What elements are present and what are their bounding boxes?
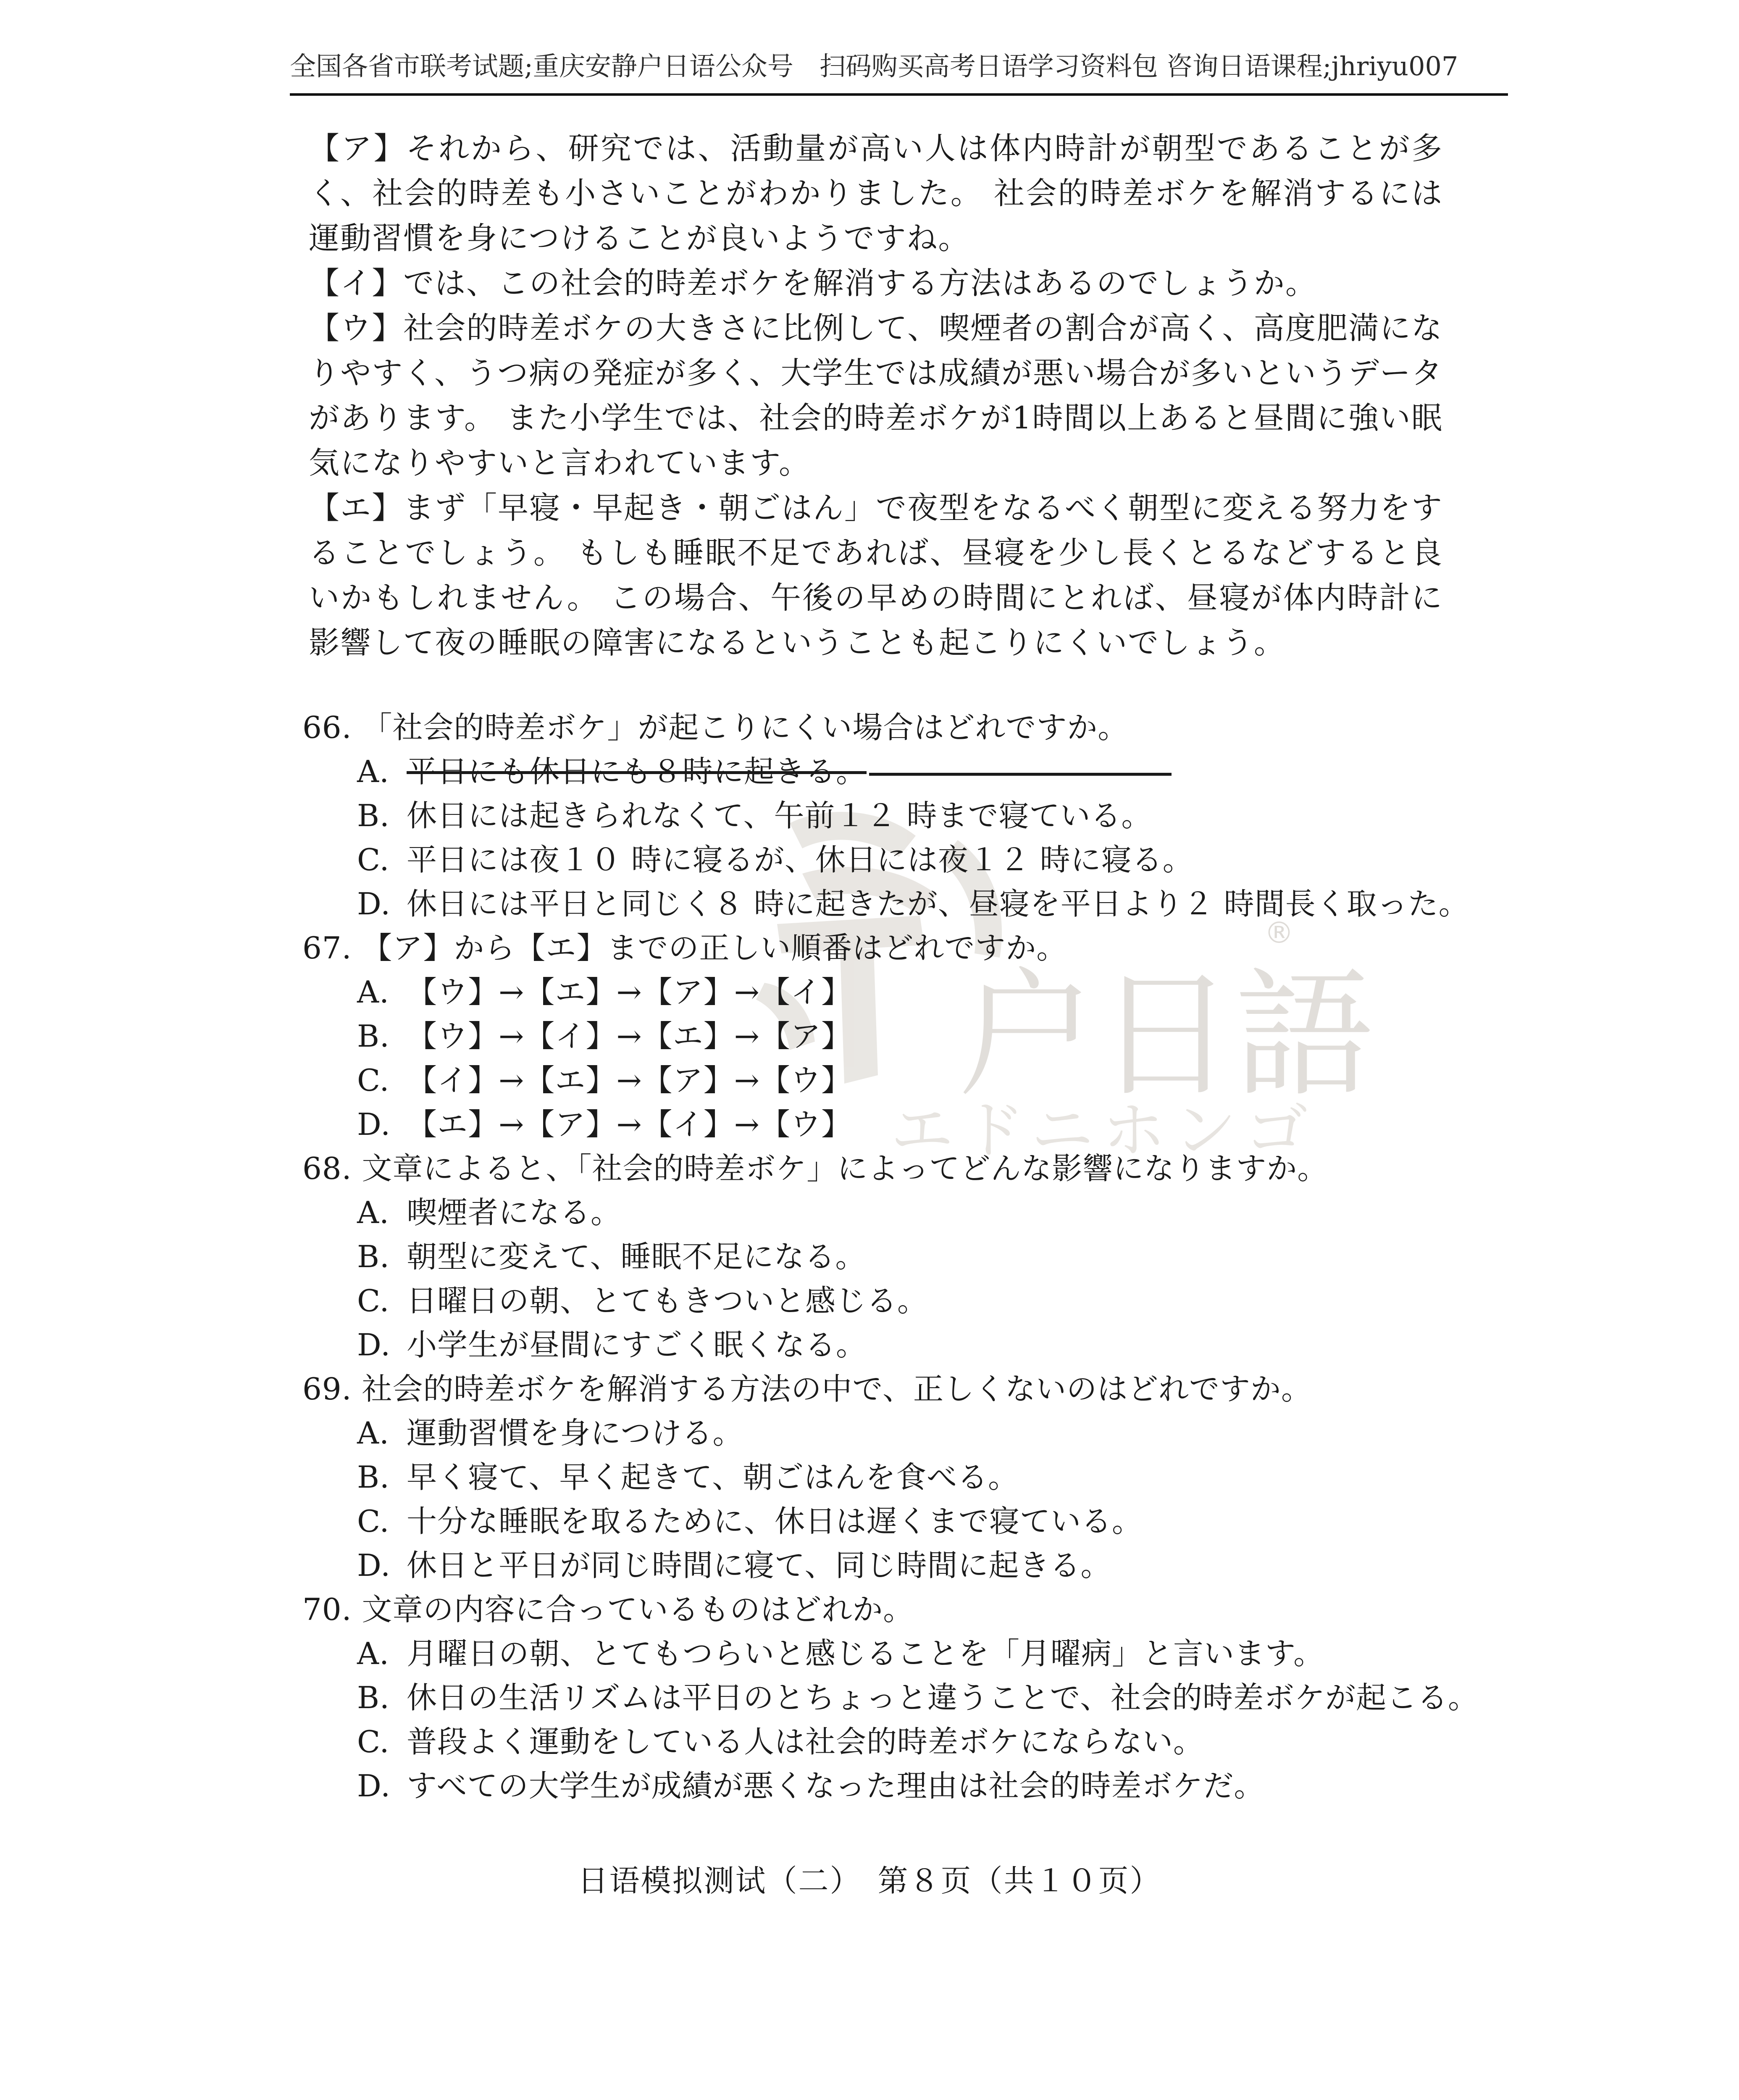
option-label: D. <box>357 1107 391 1142</box>
option-text: 日曜日の朝、とてもきついと感じる。 <box>407 1283 928 1318</box>
option-text: 朝型に変えて、睡眠不足になる。 <box>407 1239 866 1274</box>
option-label: B. <box>357 798 390 833</box>
option-68-a <box>357 1191 1458 1235</box>
option-66-b <box>357 794 1458 838</box>
option-label: A. <box>357 754 389 789</box>
option-text: 休日には平日と同じく８ 時に起きたが、昼寝を平日より２ 時間長く取った。 <box>407 886 1469 921</box>
question-number: 67. <box>302 930 352 966</box>
option-label: B. <box>357 1680 390 1715</box>
option-label: A. <box>357 1636 389 1671</box>
option-label: C. <box>357 1724 390 1759</box>
option-text: すべての大学生が成績が悪くなった理由は社会的時差ボケだ。 <box>407 1768 1265 1803</box>
option-70-c <box>357 1720 1458 1764</box>
question-number: 68. <box>302 1151 352 1186</box>
option-69-d <box>357 1544 1458 1588</box>
option-68-b <box>357 1235 1458 1279</box>
watermark-text: 户日語 <box>958 955 1374 1116</box>
question-text: 文章の内容に合っているものはどれか。 <box>362 1592 914 1627</box>
option-text: 休日の生活リズムは平日のとちょっと違うことで、社会的時差ボケが起こる。 <box>407 1680 1479 1715</box>
option-label: B. <box>357 1239 390 1274</box>
option-label: C. <box>357 1504 390 1539</box>
option-text: 喫煙者になる。 <box>407 1195 622 1230</box>
option-label: B. <box>357 1018 390 1054</box>
page-header: 全国各省市联考试题;重庆安静户日语公众号 扫码购买高考日语学习资料包 咨询日语课程;jhriyu007 <box>290 51 1458 81</box>
option-label: D. <box>357 1548 391 1583</box>
watermark-subtext: エドニホンゴ <box>891 1094 1317 1167</box>
option-69-c <box>357 1499 1458 1544</box>
reading-passage <box>309 126 1443 665</box>
header-rule <box>290 93 1508 96</box>
option-text: 休日には起きられなくて、午前１２ 時まで寝ている。 <box>407 798 1152 833</box>
strike-line <box>869 773 1172 776</box>
option-70-a <box>357 1632 1458 1676</box>
question-text: 文章によると、「社会的時差ボケ」によってどんな影響になりますか。 <box>362 1151 1328 1186</box>
option-text: 小学生が昼間にすごく眠くなる。 <box>407 1327 867 1362</box>
option-text: 【ウ】→【エ】→【ア】→【イ】 <box>407 974 852 1010</box>
option-label: A. <box>357 1415 389 1451</box>
option-label: C. <box>357 842 390 877</box>
question-66 <box>302 706 1458 750</box>
question-68 <box>302 1147 1458 1191</box>
passage-paragraph-a: 【ア】それから、研究では、活動量が高い人は体内時計が朝型であることが多く、社会的時差も小さいことがわかりました。 社会的時差ボケを解消するには運動習慣を身につけることが良いようですね。 <box>309 131 1443 256</box>
option-67-b <box>357 1014 1458 1058</box>
option-text-struck: 平日にも休日にも８時に起きる。 <box>407 754 867 789</box>
question-70 <box>302 1588 1458 1632</box>
option-70-d <box>357 1764 1458 1808</box>
option-66-d <box>357 882 1469 926</box>
option-69-b <box>357 1455 1458 1499</box>
option-text: 十分な睡眠を取るために、休日は遅くまで寝ている。 <box>407 1504 1143 1539</box>
question-67 <box>302 926 1458 970</box>
option-68-d <box>357 1323 1458 1367</box>
option-label: D. <box>357 1327 391 1362</box>
option-67-c <box>357 1058 1458 1102</box>
option-label: A. <box>357 1195 389 1230</box>
passage-paragraph-i: 【イ】では、この社会的時差ボケを解消する方法はあるのでしょうか。 <box>309 265 1317 301</box>
page-footer: 日语模拟测试（二） 第８页（共１０页） <box>578 1863 1161 1898</box>
question-text: 「社会的時差ボケ」が起こりにくい場合はどれですか。 <box>362 710 1129 745</box>
option-67-d <box>357 1102 1458 1147</box>
registered-mark: ® <box>1264 916 1294 950</box>
question-number: 69. <box>302 1371 352 1407</box>
option-70-b <box>357 1676 1479 1720</box>
option-label: A. <box>357 974 389 1010</box>
question-number: 66. <box>302 710 352 745</box>
question-number: 70. <box>302 1592 352 1627</box>
option-text: 月曜日の朝、とてもつらいと感じることを「月曜病」と言います。 <box>407 1636 1324 1671</box>
option-66-a <box>357 750 1458 794</box>
option-text: 【ウ】→【イ】→【エ】→【ア】 <box>407 1018 852 1054</box>
option-text: 普段よく運動をしている人は社会的時差ボケにならない。 <box>407 1724 1204 1759</box>
option-text: 平日には夜１０ 時に寝るが、休日には夜１２ 時に寝る。 <box>407 842 1193 877</box>
option-text: 早く寝て、早く起きて、朝ごはんを食べる。 <box>407 1460 1019 1495</box>
option-label: D. <box>357 1768 391 1803</box>
question-text: 【ア】から【エ】までの正しい順番はどれですか。 <box>362 930 1067 966</box>
passage-paragraph-e: 【エ】まず「早寝・早起き・朝ごはん」で夜型をなるべく朝型に変える努力をすることでしょう。 もしも睡眠不足であれば、昼寝を少し長くとるなどすると良いかもしれません。 この場合、午後の早めの時間にとれば、昼寝が体内時計に影響して夜の睡眠の障害になるということも起こりにくいでしょう。 <box>309 490 1443 661</box>
option-68-c <box>357 1279 1458 1323</box>
option-text: 【イ】→【エ】→【ア】→【ウ】 <box>407 1063 852 1098</box>
passage-paragraph-u: 【ウ】社会的時差ボケの大きさに比例して、喫煙者の割合が高く、高度肥満になりやすく、うつ病の発症が多く、大学生では成績が悪い場合が多いというデータがあります。 また小学生では、社会的時差ボケが1時間以上あると昼間に強い眠気になりやすいと言われています。 <box>309 310 1443 481</box>
option-text: 【エ】→【ア】→【イ】→【ウ】 <box>407 1107 852 1142</box>
option-label: B. <box>357 1460 390 1495</box>
question-list <box>302 706 1479 1808</box>
option-text: 休日と平日が同じ時間に寝て、同じ時間に起きる。 <box>407 1548 1111 1583</box>
option-label: C. <box>357 1283 390 1318</box>
option-67-a <box>357 970 1458 1014</box>
option-label: D. <box>357 886 391 921</box>
option-text: 運動習慣を身につける。 <box>407 1415 743 1451</box>
question-text: 社会的時差ボケを解消する方法の中で、正しくないのはどれですか。 <box>362 1371 1312 1407</box>
option-label: C. <box>357 1063 390 1098</box>
option-66-c <box>357 838 1458 882</box>
question-69 <box>302 1367 1458 1411</box>
option-69-a <box>357 1411 1458 1455</box>
